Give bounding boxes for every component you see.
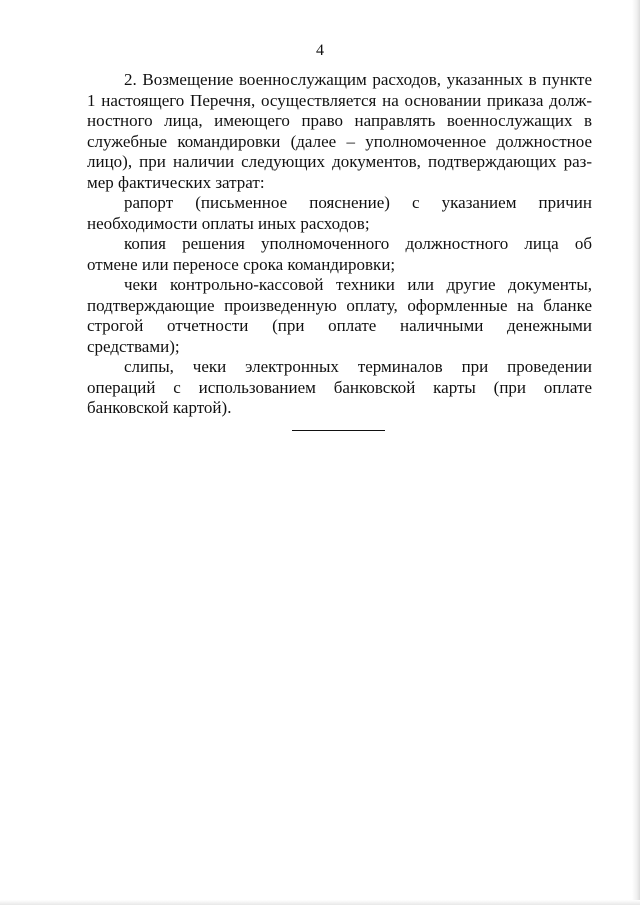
- text-line: ностного лица, имеющего право направлять военнослужащих в: [87, 111, 592, 130]
- text-line: операций с использованием банковской карты (при оплате: [87, 377, 592, 397]
- text-line: копия решения уполномоченного должностного лица об: [124, 234, 592, 253]
- text-line: банковской картой).: [87, 398, 232, 417]
- text-line: необходимости оплаты иных расходов;: [87, 213, 370, 233]
- page-number: 4: [316, 42, 324, 59]
- end-separator-line: [292, 430, 385, 431]
- document-body: [87, 70, 592, 419]
- text-line: мер фактических затрат:: [87, 172, 265, 192]
- text-line: средствами);: [87, 336, 180, 356]
- paragraph-slips: [87, 357, 592, 419]
- text-line: служебные командировки (далее – уполномоченное должностное: [87, 131, 592, 151]
- paragraph-reimbursement: [87, 70, 592, 193]
- text-line: лицо), при наличии следующих документов, подтверждающих раз-: [87, 152, 592, 171]
- text-line: рапорт (письменное пояснение) с указанием причин: [124, 193, 592, 212]
- text-line: 2. Возмещение военнослужащим расходов, указанных в пункте: [124, 70, 592, 89]
- text-line: чеки контрольно-кассовой техники или другие документы,: [124, 275, 592, 294]
- paragraph-receipts: [87, 275, 592, 357]
- scan-bottom-shadow: [0, 900, 640, 905]
- text-line: отмене или переносе срока командировки;: [87, 254, 396, 274]
- text-line: слипы, чеки электронных терминалов при проведении: [124, 357, 592, 376]
- paragraph-decision-copy: [87, 234, 592, 275]
- scan-edge-shadow: [632, 0, 640, 905]
- text-line: строгой отчетности (при оплате наличными денежными: [87, 316, 592, 335]
- paragraph-report: [87, 193, 592, 234]
- text-line: 1 настоящего Перечня, осуществляется на основании приказа долж-: [87, 90, 592, 110]
- text-line: подтверждающие произведенную оплату, оформленные на бланке: [87, 295, 592, 315]
